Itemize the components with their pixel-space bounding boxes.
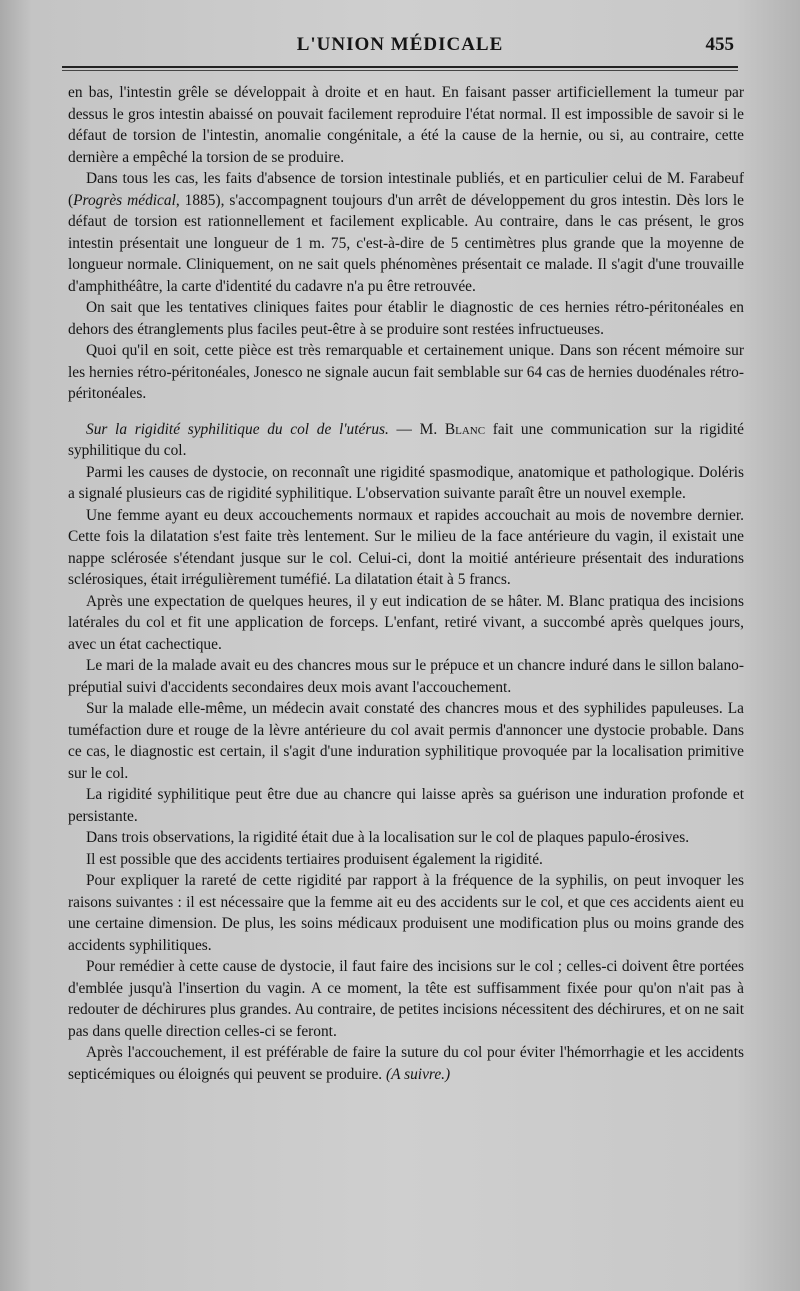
- paragraph: Pour remédier à cette cause de dystocie, il faut faire des incisions sur le col ; celles-ci doivent être portées d'emblée jusqu'à l'insertion du vagin. A ce moment, la tête est suffisamment fixée pour qu'on n'ait pas à redouter de déchirures plus grandes. Au contraire, de petites incisions nécessitent des déchirures, et on ne sait pas dans quelle direction celles-ci se feront.: [68, 958, 744, 1040]
- section-heading: [68, 419, 744, 462]
- paragraph: Quoi qu'il en soit, cette pièce est très remarquable et certainement unique. Dans son récent mémoire sur les hernies rétro-péritonéales, Jonesco ne signale aucun fait semblable sur 64 cas de hernies duodénales rétro-péritonéales.: [68, 342, 744, 402]
- paragraph: On sait que les tentatives cliniques faites pour établir le diagnostic de ces hernies rétro-péritonéales en dehors des étranglements plus faciles peut-être à se produire sont restées infructueuses.: [68, 299, 744, 338]
- header-rule-thin: [62, 70, 738, 71]
- paragraph: Dans trois observations, la rigidité était due à la localisation sur le col de plaques papulo-érosives.: [86, 829, 690, 846]
- paragraph: [68, 1042, 744, 1085]
- paragraph: Après une expectation de quelques heures, il y eut indication de se hâter. M. Blanc pratiqua des incisions latérales du col et fit une application de forceps. L'enfant, retiré vivant, a succombé après quelques jours, avec un état cachectique.: [68, 592, 744, 653]
- paragraph: Parmi les causes de dystocie, on reconnaît une rigidité spasmodique, anatomique et pathologique. Doléris a signalé plusieurs cas de rigidité syphilitique. L'observation suivante paraît être un nouvel exemple.: [68, 463, 744, 502]
- text-run: , 1885), s'accompagnent toujours d'un arrêt de développement du gros intestin. Dès lors le défaut de torsion est rationnellement et facilement explicable. Au contraire, dans le cas présent, le gros intestin présentait une longueur de 1 m. 75, c'est-à-dire de 5 centimètres plus grande que la moyenne de longueur normale. Cliniquement, on ne sait quels phénomènes présentait ce malade. Il s'agit d'une trouvaille d'amphithéâtre, la carte d'identité du cadavre n'a pu être retrouvée.: [68, 191, 744, 295]
- section-dash: — M.: [388, 420, 445, 438]
- text-run: Après l'accouchement, il est préférable de faire la suture du col pour éviter l'hémorrhagie et les accidents septicémiques ou éloignés qui peuvent se produire.: [68, 1044, 744, 1083]
- running-header: [60, 34, 740, 66]
- paragraph: Sur la malade elle-même, un médecin avait constaté des chancres mous et des syphilides papuleuses. La tuméfaction dure et rouge de la lèvre antérieure du col avait permis d'annoncer une dystocie probable. Dans ce cas, le diagnostic est certain, il s'agit d'une induration syphilitique provoquée par la localisation primitive sur le col.: [68, 700, 744, 782]
- article-body: [68, 82, 744, 1085]
- section-title: Sur la rigidité syphilitique du col de l'utérus.: [86, 420, 389, 438]
- paragraph: Il est possible que des accidents tertiaires produisent également la rigidité.: [86, 850, 543, 868]
- section-intro: fait une communication sur la rigidité syphilitique du col.: [68, 420, 744, 459]
- paragraph: Pour expliquer la rareté de cette rigidité par rapport à la fréquence de la syphilis, on peut invoquer les raisons suivantes : il est nécessaire que la femme ait eu des accidents sur le col, et que ces accidents aient eu une certaine dimension. De plus, les soins médicaux produisent une modification plus ou moins grande des accidents syphilitiques.: [68, 872, 744, 954]
- text-run: Dans tous les cas, les faits d'absence de torsion intestinale publiés, et en particulier celui de M. Farabeuf (: [68, 170, 744, 209]
- section-author: Blanc: [444, 420, 486, 438]
- to-be-continued: (A suivre.): [386, 1065, 451, 1083]
- paragraph: Le mari de la malade avait eu des chancres mous sur le prépuce et un chancre induré dans le sillon balano-préputial suivi d'accidents secondaires deux mois avant l'accouchement.: [68, 657, 744, 696]
- journal-reference: Progrès médical: [73, 191, 176, 209]
- paragraph: en bas, l'intestin grêle se développait à droite et en haut. En faisant passer artificiellement la tumeur par dessus le gros intestin abaissé on pouvait facilement reproduire l'état normal. Il est impossible de savoir si le défaut de torsion de l'intestin, anomalie congénitale, a été la cause de la hernie, ou si, au contraire, cette dernière a empêché la torsion de se produire.: [68, 84, 744, 166]
- header-rule: [62, 66, 738, 68]
- paragraph: [68, 168, 744, 297]
- page-number: 455: [705, 34, 734, 55]
- paragraph: Une femme ayant eu deux accouchements normaux et rapides accouchait au mois de novembre dernier. Cette fois la dilatation s'est faite très lentement. Sur le milieu de la face antérieure du vagin, il existait une nappe sclérosée s'étendant jusque sur le col. Celui-ci, dont la moitié antérieure présentait des indurations sclérosiques, était irrégulièrement tuméfié. La dilatation était à 5 francs.: [68, 506, 744, 588]
- paragraph: La rigidité syphilitique peut être due au chancre qui laisse après sa guérison une induration profonde et persistante.: [68, 786, 744, 825]
- journal-title: L'UNION MÉDICALE: [296, 34, 504, 55]
